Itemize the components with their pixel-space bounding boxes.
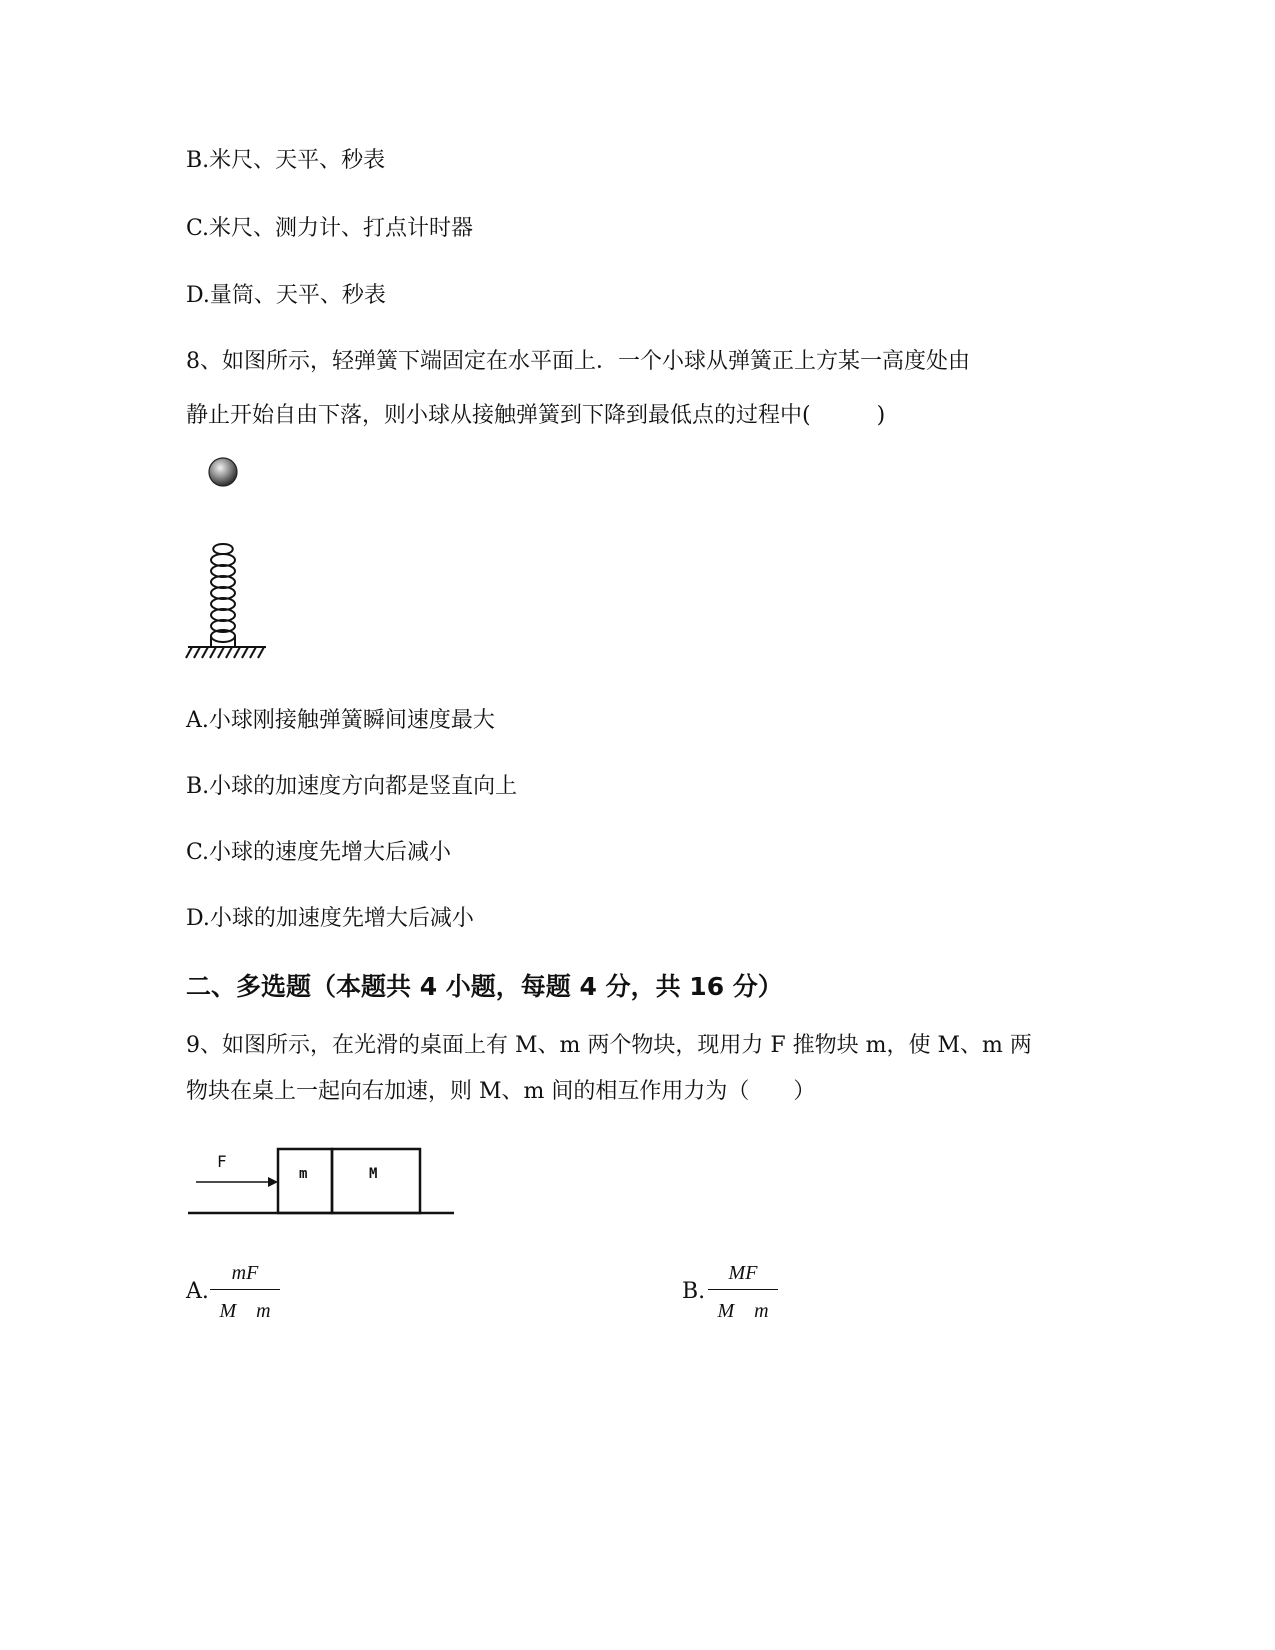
q7-option-b: B.米尺、天平、秒表 — [186, 148, 386, 173]
q9-option-b-label: B. — [682, 1279, 706, 1304]
q8-option-c: C.小球的速度先增大后减小 — [186, 840, 452, 865]
q9-stem-line2: 物块在桌上一起向右加速，则 M、m 间的相互作用力为（ ） — [186, 1079, 816, 1104]
ball — [209, 458, 237, 486]
section-heading: 二、多选题（本题共 4 小题，每题 4 分，共 16 分） — [186, 972, 783, 1001]
q9-option-b-fraction — [708, 1262, 778, 1324]
q8-stem-line1: 8、如图所示，轻弹簧下端固定在水平面上．一个小球从弹簧正上方某一高度处由 — [186, 349, 970, 374]
block-m-label: m — [299, 1166, 308, 1182]
q8-option-d: D.小球的加速度先增大后减小 — [186, 906, 474, 931]
q9-option-a-numerator: mF — [231, 1262, 259, 1284]
q9-option-a-fraction-bar — [210, 1289, 280, 1290]
force-arrow-head — [268, 1177, 278, 1187]
q9-option-a-label: A. — [186, 1279, 209, 1304]
spring — [211, 544, 235, 647]
spring-ball-figure — [180, 455, 280, 680]
blocks-figure — [186, 1140, 456, 1225]
q7-option-c: C.米尺、测力计、打点计时器 — [186, 216, 474, 241]
q9-stem-line1: 9、如图所示，在光滑的桌面上有 M、m 两个物块，现用力 F 推物块 m，使 M、m 两 — [186, 1033, 1032, 1058]
q8-option-b: B.小球的加速度方向都是竖直向上 — [186, 774, 518, 799]
q9-option-b-fraction-bar — [708, 1289, 778, 1290]
block-M-label: M — [369, 1166, 378, 1182]
q9-option-b-numerator: MF — [728, 1262, 758, 1284]
q9-option-b-denominator: M m — [717, 1300, 769, 1322]
q8-option-a: A.小球刚接触弹簧瞬间速度最大 — [186, 708, 495, 733]
ground-hatch — [186, 647, 266, 658]
q8-stem-line2: 静止开始自由下落，则小球从接触弹簧到下降到最低点的过程中( ) — [186, 403, 886, 428]
q9-option-a-denominator: M m — [219, 1300, 271, 1322]
q9-option-a-fraction — [210, 1262, 280, 1324]
force-label: F — [217, 1152, 227, 1171]
q7-option-d: D.量筒、天平、秒表 — [186, 283, 386, 308]
